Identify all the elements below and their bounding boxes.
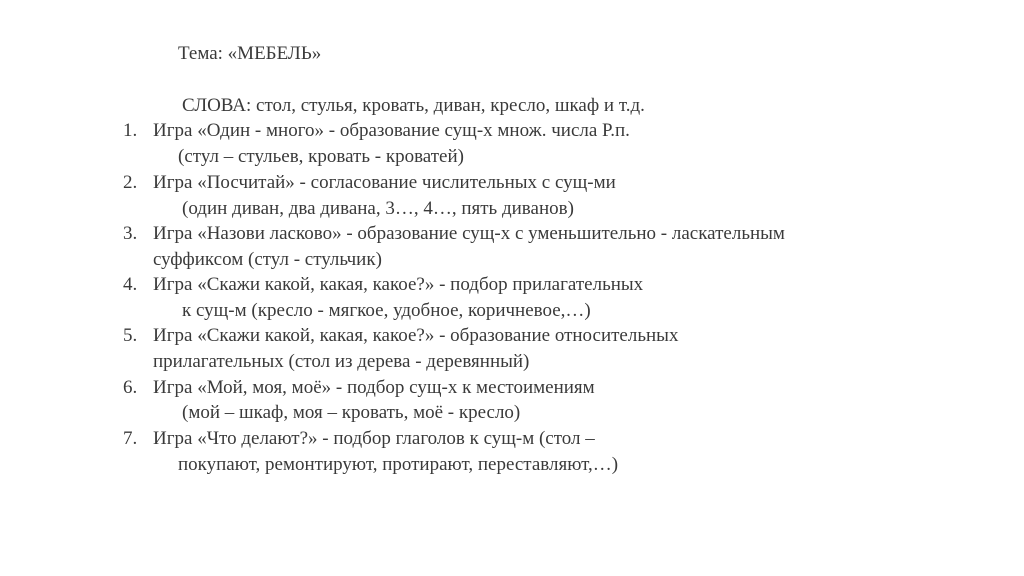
words-line: СЛОВА: стол, стулья, кровать, диван, кресло, шкаф и т.д. (182, 95, 645, 116)
list-item-number: 1. (123, 120, 138, 141)
list-item-number: 5. (123, 325, 138, 346)
list-item-text: Игра «Назови ласково» - образование сущ-х с уменьшительно - ласкательным (153, 223, 785, 244)
list-item-number: 6. (123, 377, 138, 398)
list-item-example: (мой – шкаф, моя – кровать, моё - кресло) (182, 402, 521, 423)
list-item-example: (один диван, два дивана, 3…, 4…, пять диванов) (182, 198, 574, 219)
list-item-text: Игра «Скажи какой, какая, какое?» - подбор прилагательных (153, 274, 644, 295)
list-item-text: Игра «Посчитай» - согласование числительных с сущ-ми (153, 172, 616, 193)
list-item-example: покупают, ремонтируют, протирают, переставляют,…) (178, 454, 619, 475)
list-item-text: Игра «Мой, моя, моё» - подбор сущ-х к местоимениям (153, 377, 595, 398)
list-item-text: Игра «Что делают?» - подбор глаголов к сущ-м (стол – (153, 428, 595, 449)
list-item-example: к сущ-м (кресло - мягкое, удобное, коричневое,…) (182, 300, 591, 321)
list-item-text: Игра «Скажи какой, какая, какое?» - образование относительных (153, 325, 679, 346)
list-item-example: суффиксом (стул - стульчик) (153, 249, 382, 270)
list-item-number: 3. (123, 223, 138, 244)
page-title: Тема: «МЕБЕЛЬ» (178, 43, 322, 64)
list-item-example: прилагательных (стол из дерева - деревянный) (153, 351, 530, 372)
list-item-text: Игра «Один - много» - образование сущ-х множ. числа Р.п. (153, 120, 630, 141)
list-item-number: 4. (123, 274, 138, 295)
list-item-number: 2. (123, 172, 138, 193)
list-item-example: (стул – стульев, кровать - кроватей) (178, 146, 464, 167)
list-item-number: 7. (123, 428, 138, 449)
